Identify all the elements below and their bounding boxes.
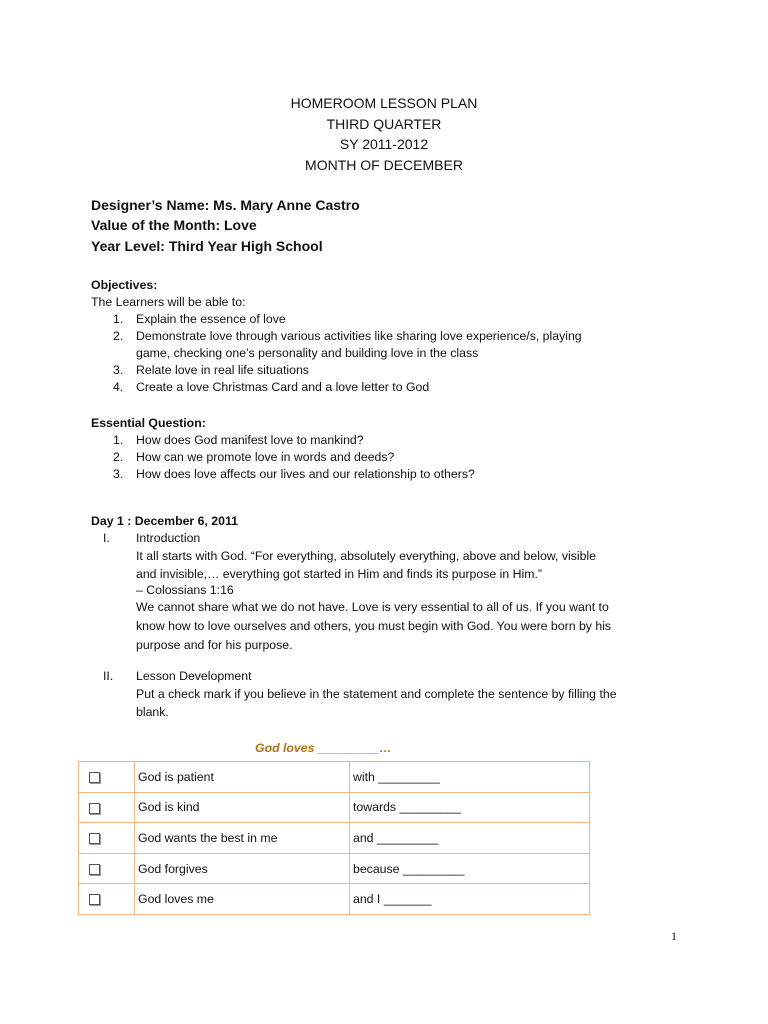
item-text: Create a love Christmas Card and a love letter to God xyxy=(136,380,430,394)
list-item xyxy=(91,362,691,379)
quote-line: and invisible,… everything got started in Him and finds its purpose in Him.” xyxy=(136,567,542,581)
roman-numeral: I. xyxy=(103,531,110,545)
list-item xyxy=(91,328,691,362)
checkbox-cell xyxy=(79,853,135,884)
item-text: How does God manifest love to mankind? xyxy=(136,433,364,447)
item-number: 2. xyxy=(113,329,124,343)
checkbox-icon[interactable] xyxy=(89,894,100,905)
title-line: THIRD QUARTER xyxy=(326,115,442,132)
checkbox-cell xyxy=(79,792,135,823)
completion-cell: and _________ xyxy=(350,823,590,854)
statement-cell: God is kind xyxy=(135,792,350,823)
objectives-list xyxy=(91,311,691,396)
list-item xyxy=(91,449,691,466)
completion-cell: towards _________ xyxy=(350,792,590,823)
essential-question-heading: Essential Question: xyxy=(91,416,206,430)
paragraph-line: We cannot share what we do not have. Love is very essential to all of us. If you want to xyxy=(136,600,609,614)
table-caption: God loves _________… xyxy=(255,741,392,755)
checkbox-icon[interactable] xyxy=(89,772,100,783)
paragraph-line: purpose and for his purpose. xyxy=(136,638,293,652)
roman-numeral: II. xyxy=(103,669,114,683)
item-number: 1. xyxy=(113,312,124,326)
item-number: 2. xyxy=(113,450,124,464)
quote-line: It all starts with God. “For everything, absolutely everything, above and below, visible xyxy=(136,549,596,563)
completion-cell: because _________ xyxy=(350,853,590,884)
table-row xyxy=(79,762,590,793)
table-row xyxy=(79,853,590,884)
completion-cell: with _________ xyxy=(350,762,590,793)
list-item xyxy=(91,311,691,328)
item-number: 1. xyxy=(113,433,124,447)
item-number: 4. xyxy=(113,380,124,394)
item-text: Explain the essence of love xyxy=(136,312,286,326)
objectives-heading: Objectives: xyxy=(91,278,158,292)
item-text: Demonstrate love through various activities like sharing love experience/s, playing xyxy=(136,329,582,343)
completion-cell: and I _______ xyxy=(350,884,590,915)
checkbox-cell xyxy=(79,823,135,854)
table-row xyxy=(79,823,590,854)
item-text: game, checking one’s personality and building love in the class xyxy=(136,346,479,360)
item-text: How can we promote love in words and deeds? xyxy=(136,450,395,464)
table-row xyxy=(79,792,590,823)
title-line: SY 2011-2012 xyxy=(339,136,429,152)
list-item xyxy=(91,379,691,396)
statement-cell: God loves me xyxy=(135,884,350,915)
statement-cell: God wants the best in me xyxy=(135,823,350,854)
lesson-development-section xyxy=(91,667,691,721)
list-item xyxy=(91,432,691,449)
title-line: MONTH OF DECEMBER xyxy=(305,156,463,173)
item-text: How does love affects our lives and our relationship to others? xyxy=(136,467,475,481)
paragraph-line: know how to love ourselves and others, you must begin with God. You were born by his xyxy=(136,619,612,633)
value-of-month: Value of the Month: Love xyxy=(91,217,257,234)
item-number: 3. xyxy=(113,363,124,377)
essential-question-list xyxy=(91,432,691,483)
document-title xyxy=(0,93,768,175)
page-number: 1 xyxy=(671,929,677,943)
quote-citation: – Colossians 1:16 xyxy=(136,583,234,597)
day1-heading: Day 1 : December 6, 2011 xyxy=(91,514,238,528)
checkbox-icon[interactable] xyxy=(89,803,100,814)
introduction-item xyxy=(91,530,691,655)
checkbox-cell xyxy=(79,884,135,915)
table-row xyxy=(79,884,590,915)
title-line: HOMEROOM LESSON PLAN xyxy=(290,95,478,111)
checkbox-icon[interactable] xyxy=(89,833,100,844)
statement-cell: God is patient xyxy=(135,762,350,793)
statement-cell: God forgives xyxy=(135,853,350,884)
objectives-section xyxy=(91,277,691,396)
objectives-intro: The Learners will be able to: xyxy=(91,295,246,309)
essential-question-section xyxy=(91,415,691,483)
year-level: Year Level: Third Year High School xyxy=(91,237,323,254)
instruction-line: Put a check mark if you believe in the statement and complete the sentence by filling the xyxy=(136,687,617,701)
lesson-development-item xyxy=(91,667,691,721)
checkbox-cell xyxy=(79,762,135,793)
item-text: Relate love in real life situations xyxy=(136,363,309,377)
item-number: 3. xyxy=(113,467,124,481)
introduction-title: Introduction xyxy=(136,531,201,545)
lesson-development-title: Lesson Development xyxy=(136,669,252,683)
checkbox-icon[interactable] xyxy=(89,864,100,875)
instruction-line: blank. xyxy=(136,705,169,719)
day1-section xyxy=(91,513,691,655)
list-item xyxy=(91,466,691,483)
checklist-table xyxy=(78,761,590,915)
lesson-meta xyxy=(91,195,360,256)
designer-name: Designer’s Name: Ms. Mary Anne Castro xyxy=(91,197,360,213)
